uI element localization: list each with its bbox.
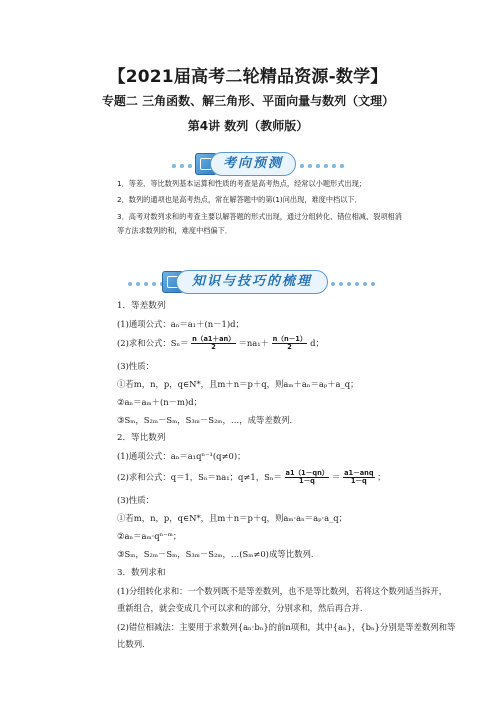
arith-sum-fraction-2: $\frac{n(n-1)}{2}$ <box>272 335 307 351</box>
geo-property-2: ②aₙ＝aₘ·qⁿ⁻ᵐ； <box>117 531 182 541</box>
arith-sum-fraction-1: $\frac{n(a1+an)}{2}$ <box>192 335 235 351</box>
forecast-banner <box>0 150 496 180</box>
geo-general-term: (1)通项公式：aₙ＝a₁qⁿ⁻¹(q≠0)； <box>117 451 246 461</box>
forecast-item-3: 3．高考对数列求和的考查主要以解答题的形式出现，通过分组转化、错位相减、裂项相消 <box>117 212 402 221</box>
arith-properties-title: (3)性质： <box>117 361 154 371</box>
banner-dots-right <box>300 163 344 169</box>
sum-method-1-line-1: (1)分组转化求和：一个数列既不是等差数列，也不是等比数列，若将这个数列适当拆开， <box>117 586 448 596</box>
arith-general-term: (1)通项公式：aₙ＝a₁＋(n－1)d； <box>117 319 244 329</box>
chapter-subtitle: 专题二 三角函数、解三角形、平面向量与数列（文理） <box>101 94 395 108</box>
arith-sum-formula: (2)求和公式：Sₙ＝ $\frac{n(a1+an)}{2}$ ＝na₁＋ $\frac{n(n-1)}{2}$ d； <box>117 335 324 351</box>
forecast-item-2: 2．数列的通项也是高考热点，常在解答题中的第(1)问出现，难度中档以下． <box>117 195 362 204</box>
knowledge-banner-label: 知识与技巧的梳理 <box>176 270 328 294</box>
forecast-banner-label: 考向预测 <box>210 152 296 176</box>
section-geo-title: 2．等比数列 <box>117 433 166 443</box>
geo-properties-title: (3)性质： <box>117 495 154 505</box>
lecture-title: 第4讲 数列（教师版） <box>187 119 309 133</box>
sum-method-2-line-1: (2)错位相减法：主要用于求数列{aₙ·bₙ}的前n项和，其中{aₙ}，{bₙ}分别是等差数列和等 <box>117 622 456 632</box>
geo-property-1: ①若m，n，p，q∈N*，且m＋n＝p＋q，则aₘ·aₙ＝aₚ·a_q； <box>117 513 348 523</box>
banner-dots-right <box>331 281 375 287</box>
sum-method-2-line-2: 比数列． <box>117 639 151 649</box>
geo-sum-fraction-1: $\frac{a1(1-qn)}{1-q}$ <box>285 469 329 485</box>
arith-property-3: ③Sₘ，S₂ₘ－Sₘ，S₃ₘ－S₂ₘ，…，成等差数列． <box>117 415 298 425</box>
geo-sum-fraction-2: $\frac{\text{a1－anq}}{1-q}$ <box>344 469 374 485</box>
document-title: 【2021届高考二轮精品资源-数学】 <box>108 67 388 87</box>
sum-method-1-line-2: 重新组合，就会变成几个可以求和的部分，分别求和，然后再合并． <box>117 603 369 613</box>
section-arith-title: 1．等差数列 <box>117 301 166 311</box>
forecast-item-4: 等方法求数列的和，难度中档偏下． <box>117 226 233 235</box>
forecast-item-1: 1．等差、等比数列基本运算和性质的考查是高考热点，经常以小题形式出现； <box>117 179 366 188</box>
arith-property-2: ②aₙ＝aₘ＋(n－m)d； <box>117 397 202 407</box>
knowledge-banner <box>0 268 496 298</box>
arith-property-1: ①若m，n，p，q∈N*，且m＋n＝p＋q，则aₘ＋aₙ＝aₚ＋a_q； <box>117 379 359 389</box>
section-sum-title: 3．数列求和 <box>117 568 166 578</box>
geo-sum-formula: (2)求和公式：q＝1，Sₙ＝na₁；q≠1，Sₙ＝ $\frac{a1(1-qn)}{1-q}$ ＝ $\frac{\text{a1－anq}}{1-q}$ ； <box>117 469 386 485</box>
geo-property-3: ③Sₘ，S₂ₘ－Sₘ，S₃ₘ－S₂ₘ，…(Sₘ≠0)成等比数列． <box>117 549 320 559</box>
